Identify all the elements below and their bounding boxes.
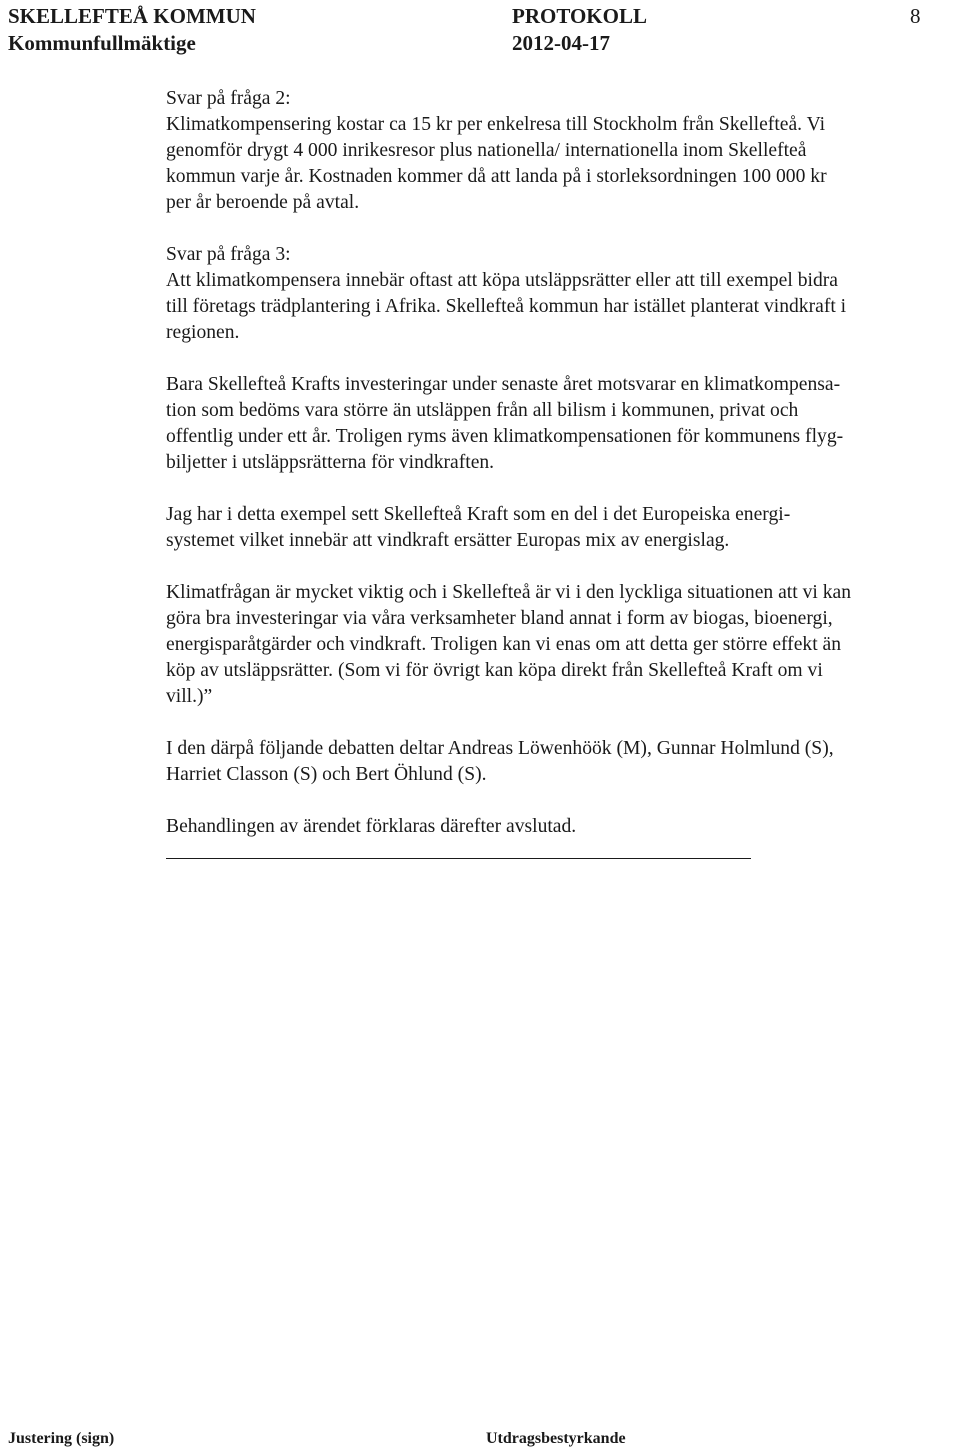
page-header bbox=[0, 0, 960, 60]
text-line: Klimatkompensering kostar ca 15 kr per enkelresa till Stockholm från Skellefteå. Vi bbox=[166, 114, 826, 135]
page-footer bbox=[0, 1426, 960, 1451]
text-line: genomför drygt 4 000 inrikesresor plus nationella/ internationella inom Skellefteå bbox=[166, 140, 807, 161]
text-line: köp av utsläppsrätter. (Som vi för övrigt kan köpa direkt från Skellefteå Kraft om vi bbox=[166, 660, 823, 681]
board-name: Kommunfullmäktige bbox=[8, 31, 196, 55]
page-number: 8 bbox=[910, 4, 921, 28]
text-line: energisparåtgärder och vindkraft. Troligen kan vi enas om att detta ger större effekt än bbox=[166, 634, 842, 655]
text-line: Att klimatkompensera innebär oftast att köpa utsläppsrätter eller att till exempel bidra bbox=[166, 270, 838, 291]
paragraph-debate-participants bbox=[166, 736, 958, 788]
text-line: I den därpå följande debatten deltar Andreas Löwenhöök (M), Gunnar Holmlund (S), bbox=[166, 738, 834, 759]
paragraph-closing bbox=[166, 814, 958, 840]
text-line: till företags trädplantering i Afrika. Skellefteå kommun har istället planterat vindkraft i bbox=[166, 296, 847, 317]
text-line: tion som bedöms vara större än utsläppen från all bilism i kommunen, privat och bbox=[166, 400, 799, 421]
text-line: biljetter i utsläppsrätterna för vindkraften. bbox=[166, 452, 495, 473]
text-line: göra bra investeringar via våra verksamheter bland annat i form av biogas, bioenergi, bbox=[166, 608, 833, 629]
text-line: Bara Skellefteå Krafts investeringar under senaste året motsvarar en klimatkompensa- bbox=[166, 374, 841, 395]
paragraph-answer-2 bbox=[166, 86, 958, 216]
document-body bbox=[166, 86, 958, 866]
document-type: PROTOKOLL bbox=[512, 4, 647, 28]
text-line: Jag har i detta exempel sett Skellefteå Kraft som en del i det Europeiska energi- bbox=[166, 504, 791, 525]
signature-label: Justering (sign) bbox=[8, 1430, 115, 1447]
text-line: systemet vilket innebär att vindkraft ersätter Europas mix av energislag. bbox=[166, 530, 730, 551]
text-line: Svar på fråga 3: bbox=[166, 244, 291, 265]
organization-name: SKELLEFTEÅ KOMMUN bbox=[8, 4, 256, 28]
paragraph-climate-question bbox=[166, 580, 958, 710]
extract-certification-label: Utdragsbestyrkande bbox=[486, 1430, 626, 1447]
paragraph-answer-3 bbox=[166, 242, 958, 346]
section-divider bbox=[166, 858, 751, 859]
text-line: offentlig under ett år. Troligen ryms även klimatkompensationen för kommunens flyg- bbox=[166, 426, 844, 447]
text-line: per år beroende på avtal. bbox=[166, 192, 360, 213]
text-line: kommun varje år. Kostnaden kommer då att landa på i storleksordningen 100 000 kr bbox=[166, 166, 827, 187]
text-line: Klimatfrågan är mycket viktig och i Skellefteå är vi i den lyckliga situationen att vi kan bbox=[166, 582, 852, 603]
paragraph-energy-system bbox=[166, 502, 958, 554]
paragraph-investments bbox=[166, 372, 958, 476]
text-line: Behandlingen av ärendet förklaras därefter avslutad. bbox=[166, 816, 577, 837]
text-line: vill.)” bbox=[166, 686, 213, 707]
text-line: Svar på fråga 2: bbox=[166, 88, 291, 109]
text-line: Harriet Classon (S) och Bert Öhlund (S). bbox=[166, 764, 487, 785]
meeting-date: 2012-04-17 bbox=[512, 31, 610, 55]
text-line: regionen. bbox=[166, 322, 240, 343]
